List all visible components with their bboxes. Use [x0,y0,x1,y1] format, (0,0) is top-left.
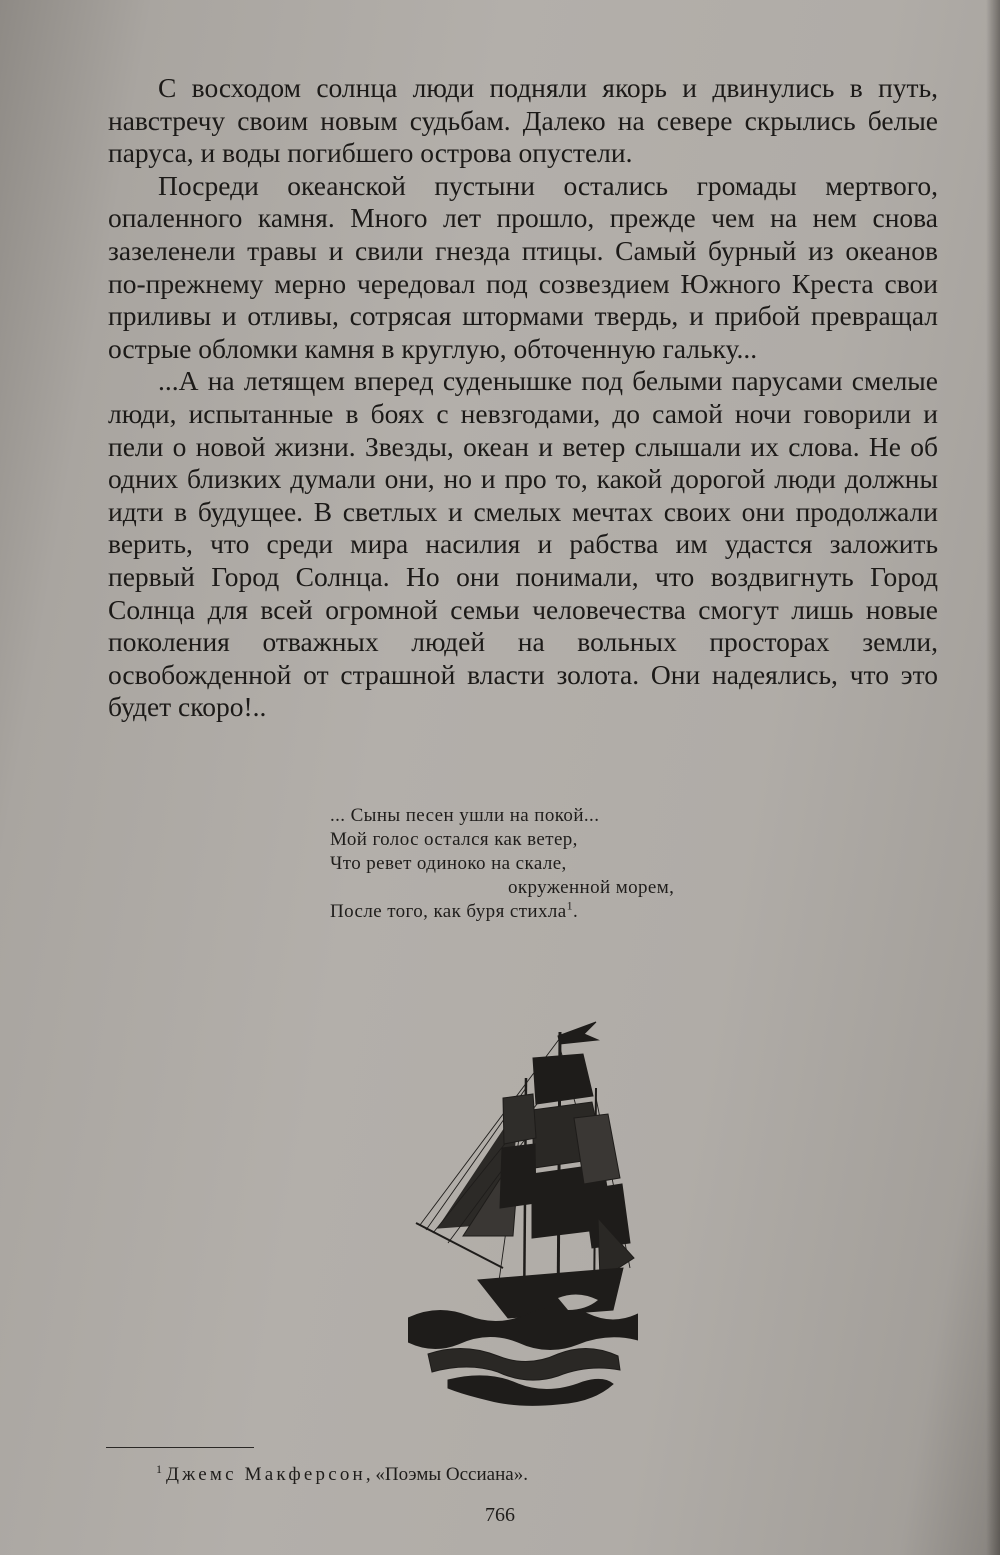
verse-line: окруженной морем, [508,877,675,898]
footnote-mark: 1 [156,1461,162,1476]
paragraph-1: С восходом солнца люди подняли якорь и двинулись в путь, навстречу своим новым судьбам. Далеко на севере скрылись белые паруса, и воды погибшего острова опустели. [108,72,938,169]
epigraph-verse [330,804,790,924]
verse-line: После того, как буря стихла [330,901,567,922]
paragraph-2: Посреди океанской пустыни остались громады мертвого, опаленного камня. Много лет прошло, прежде чем на нем снова зазеленели травы и свили гнезда птицы. Самый бурный из океанов по-прежнему мерно чередовал под созвездием Южного Креста свои приливы и отливы, сотрясая штормами твердь, и прибой превращал острые обломки камня в круглую, обточенную гальку... [108,169,938,364]
footnote-reference: 1 [566,898,573,913]
footnote-divider [106,1447,254,1448]
sailing-ship-icon [408,1018,638,1413]
page-number: 766 [485,1504,515,1526]
main-text [108,72,938,724]
page-edge-shadow [986,0,1000,1555]
verse-line: Что ревет одиноко на скале, [330,853,567,874]
verse-line: Мой голос остался как ветер, [330,829,578,850]
verse-line-last [330,900,790,924]
footnote-author: Джемс Макферсон [166,1464,366,1485]
paragraph-3: ...А на летящем вперед суденышке под белыми парусами смелые люди, испытанные в боях с невзгодами, до самой ночи говорили и пели о новой жизни. Звезды, океан и ветер слышали их слова. Не об одних близких думали они, но и про то, какой дорогой люди должны идти в будущее. В светлых и смелых мечтах своих они продолжали верить, что среди мира насилия и рабства им удастся заложить первый Город Солнца. Но они понимали, что воздвигнуть Город Солнца для всей огромной семьи человечества смогут лишь новые поколения отважных людей на вольных просторах земли, освобожденной от страшной власти золота. Они надеялись, что это будет скоро!.. [108,365,938,723]
verse-end-punct: . [572,901,579,922]
verse-line: ... Сыны песен ушли на покой... [330,805,600,826]
footnote [156,1463,796,1487]
footnote-work: , «Поэмы Оссиана». [365,1464,528,1485]
